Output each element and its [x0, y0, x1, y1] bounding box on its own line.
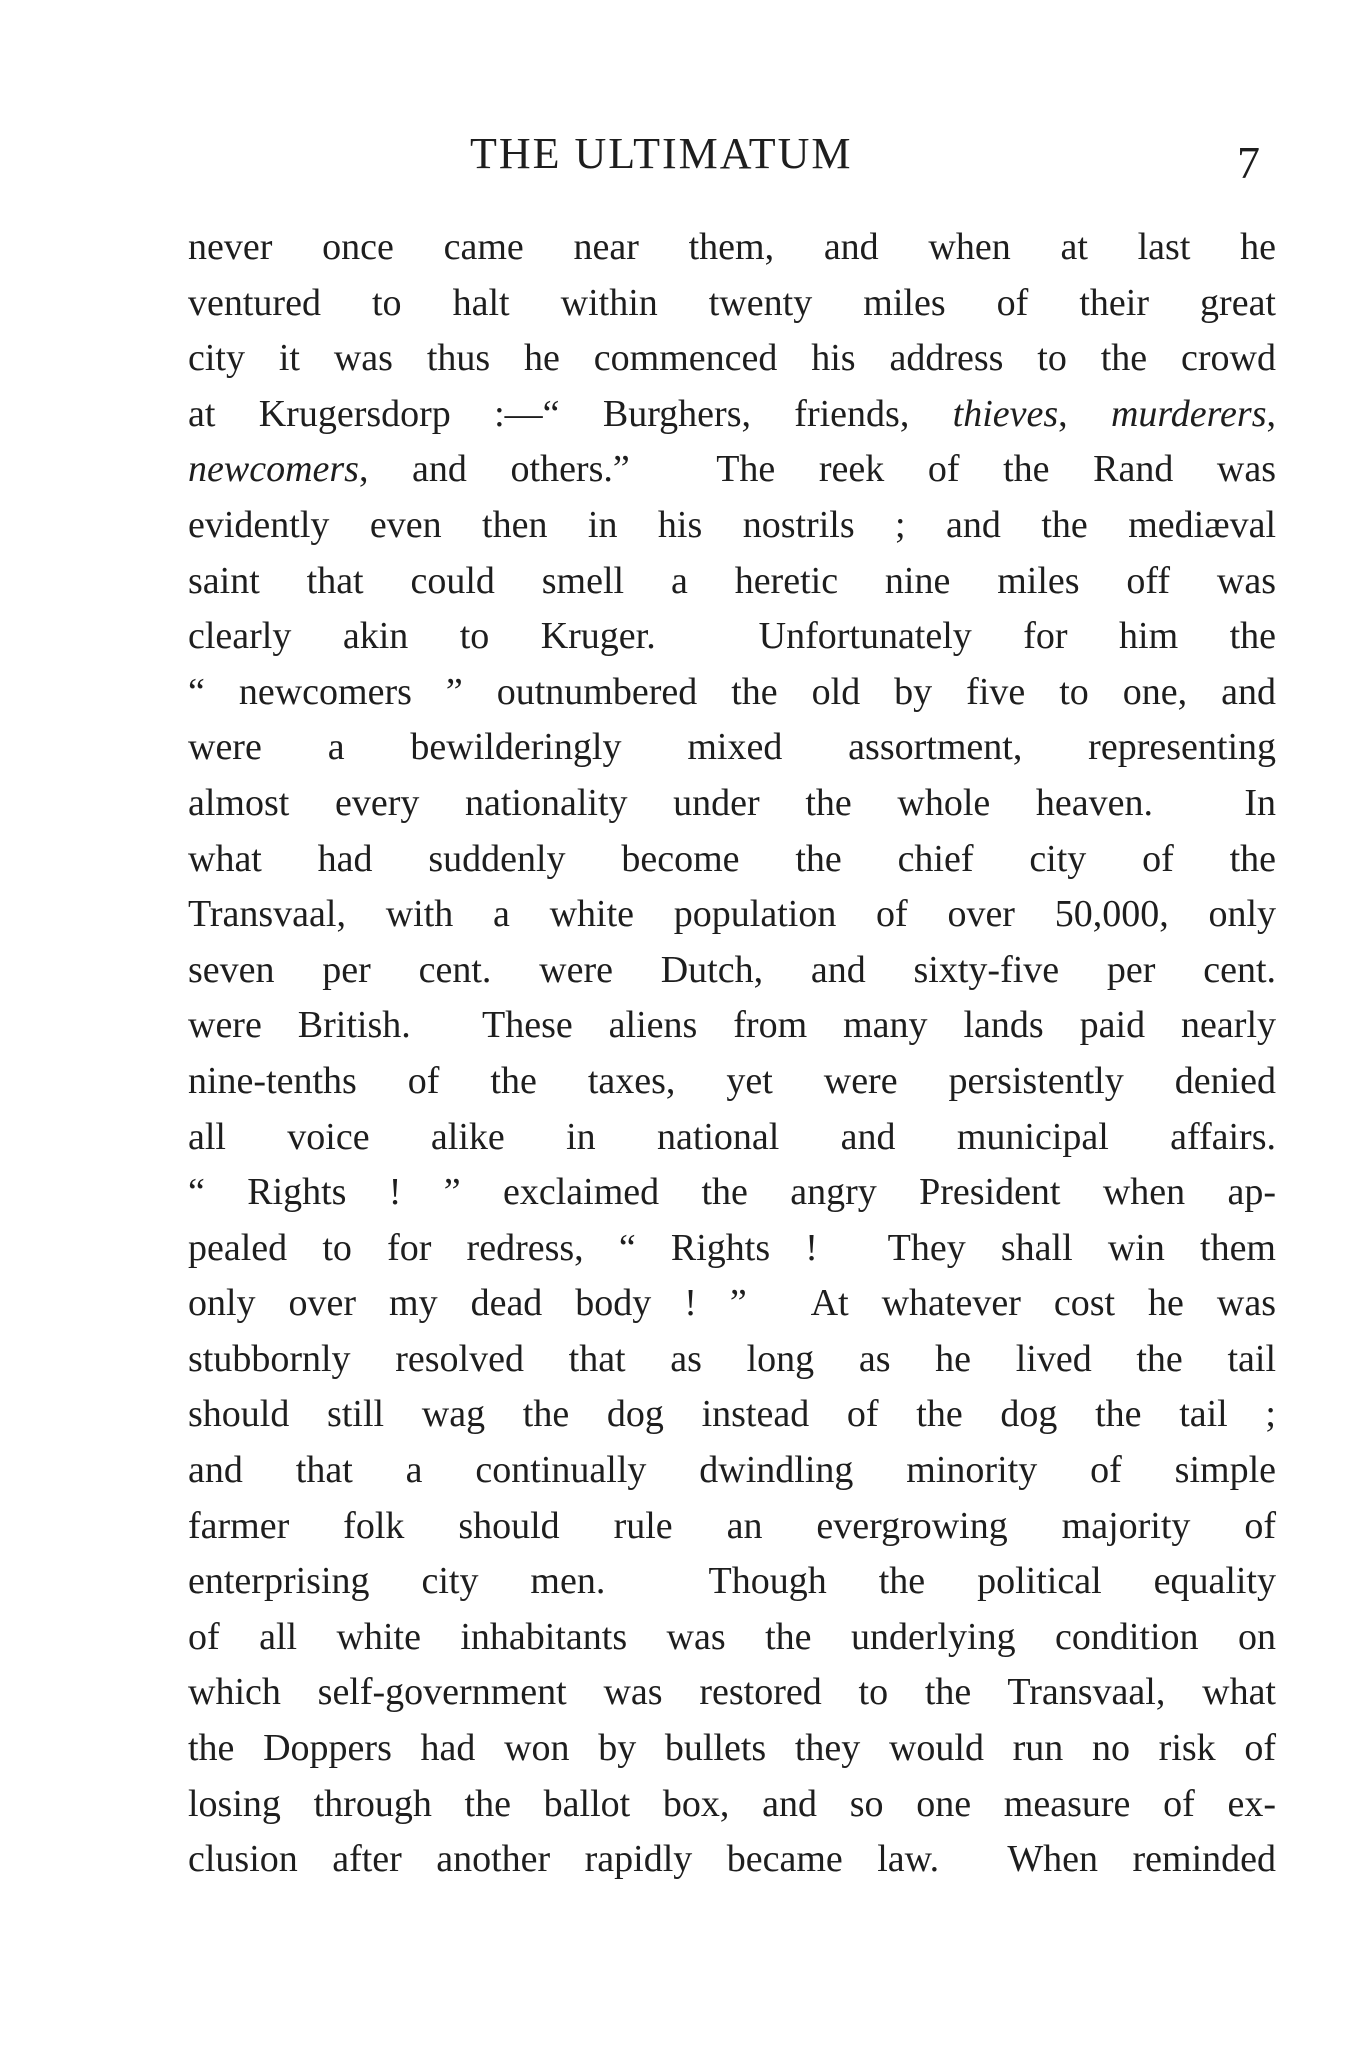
text-line	[188, 1165, 1276, 1221]
text-segment: all voice alike in national and municipal affairs.	[188, 1115, 1276, 1158]
text-line	[188, 609, 1276, 665]
text-segment: “ newcomers ” outnumbered the old by five to one, and	[188, 670, 1276, 713]
text-line	[188, 1054, 1276, 1110]
text-line	[188, 220, 1276, 276]
text-line	[188, 1777, 1276, 1833]
italic-text: newcomers	[188, 448, 359, 491]
text-segment: city it was thus he commenced his address to the crowd	[188, 337, 1276, 380]
text-segment: losing through the ballot box, and so one measure of ex-	[188, 1782, 1276, 1825]
text-segment: the Doppers had won by bullets they would run no risk of	[188, 1727, 1276, 1770]
text-segment: of all white inhabitants was the underlying condition on	[188, 1615, 1276, 1658]
text-line	[188, 276, 1276, 332]
text-segment: Transvaal, with a white population of over 50,000, only	[188, 893, 1276, 936]
text-segment: ventured to halt within twenty miles of their great	[188, 281, 1276, 324]
text-segment: saint that could smell a heretic nine miles off was	[188, 559, 1276, 602]
text-segment: should still wag the dog instead of the dog the tail ;	[188, 1393, 1276, 1436]
text-line	[188, 1721, 1276, 1777]
text-segment: never once came near them, and when at last he	[188, 226, 1276, 268]
text-line	[188, 1499, 1276, 1555]
text-segment: pealed to for redress, “ Rights ! They shall win them	[188, 1226, 1276, 1269]
text-line	[188, 943, 1276, 999]
text-line	[188, 776, 1276, 832]
text-segment: were British. These aliens from many lands paid nearly	[188, 1004, 1276, 1047]
text-line	[188, 887, 1276, 943]
text-segment: clearly akin to Kruger. Unfortunately for him the	[188, 615, 1276, 658]
page-number: 7	[1237, 137, 1260, 188]
running-head-title: THE ULTIMATUM	[470, 129, 853, 178]
text-line	[188, 998, 1276, 1054]
text-segment: and that a continually dwindling minority of simple	[188, 1449, 1276, 1492]
text-line	[188, 665, 1276, 721]
text-segment: at Krugersdorp :—“ Burghers, friends,	[188, 392, 953, 435]
text-segment: clusion after another rapidly became law. When reminded	[188, 1838, 1276, 1881]
text-segment: ,	[1266, 392, 1276, 435]
text-line	[188, 1221, 1276, 1277]
text-segment: which self-government was restored to the Transvaal, what	[188, 1671, 1276, 1714]
text-line	[188, 832, 1276, 888]
text-segment: seven per cent. were Dutch, and sixty-five per cent.	[188, 948, 1276, 991]
text-segment: what had suddenly become the chief city of the	[188, 837, 1276, 880]
text-line	[188, 1832, 1276, 1888]
text-line	[188, 1332, 1276, 1388]
text-line	[188, 1276, 1276, 1332]
text-line	[188, 498, 1276, 554]
italic-text: murderers	[1110, 392, 1267, 435]
text-segment: ,	[1058, 392, 1111, 435]
text-segment: , and others.” The reek of the Rand was	[358, 448, 1276, 491]
text-line	[188, 387, 1276, 443]
text-line	[188, 1387, 1276, 1443]
text-line	[188, 1554, 1276, 1610]
text-segment: enterprising city men. Though the political equality	[188, 1560, 1276, 1603]
text-segment: “ Rights ! ” exclaimed the angry President when ap-	[188, 1171, 1276, 1214]
text-line	[188, 1110, 1276, 1166]
text-segment: evidently even then in his nostrils ; and the mediæval	[188, 503, 1276, 546]
text-line	[188, 1443, 1276, 1499]
text-line	[188, 554, 1276, 610]
text-segment: farmer folk should rule an evergrowing majority of	[188, 1504, 1276, 1547]
text-segment: almost every nationality under the whole heaven. In	[188, 781, 1276, 824]
text-segment: were a bewilderingly mixed assortment, representing	[188, 726, 1276, 769]
text-line	[188, 1610, 1276, 1666]
text-line	[188, 442, 1276, 498]
text-line	[188, 720, 1276, 776]
text-line	[188, 1665, 1276, 1721]
text-segment: nine-tenths of the taxes, yet were persistently denied	[188, 1059, 1276, 1102]
text-segment: stubbornly resolved that as long as he lived the tail	[188, 1337, 1276, 1380]
text-segment: only over my dead body ! ” At whatever cost he was	[188, 1282, 1276, 1325]
italic-text: thieves	[952, 392, 1059, 435]
text-line	[188, 331, 1276, 387]
body-text	[188, 220, 1276, 1888]
